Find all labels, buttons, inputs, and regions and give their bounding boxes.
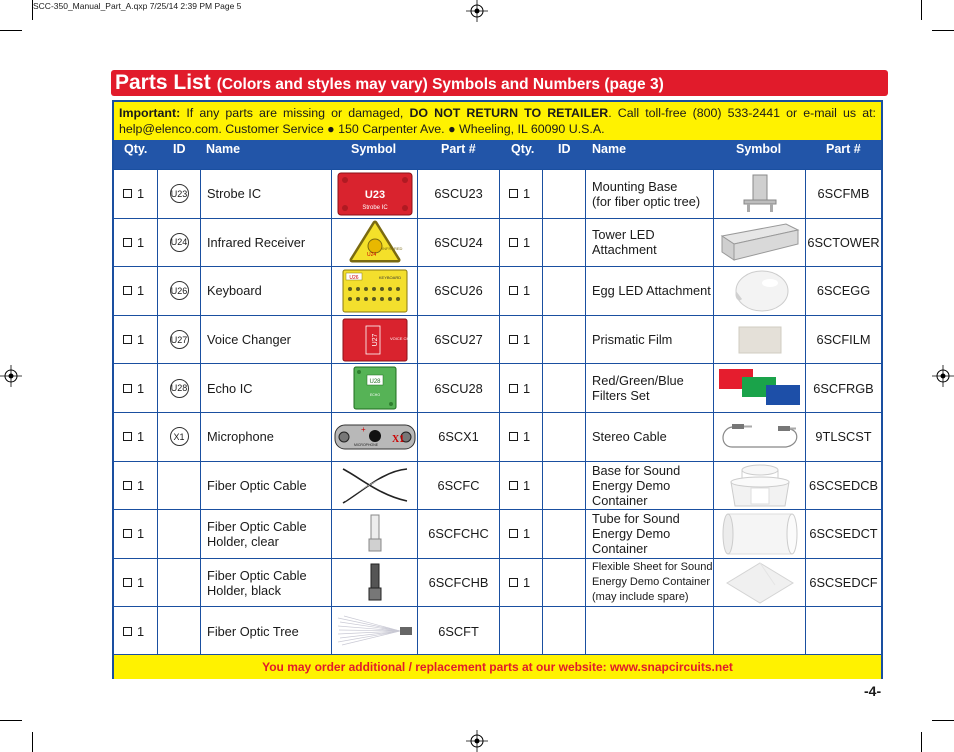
name-cell <box>585 413 713 461</box>
qty-cell <box>499 559 542 607</box>
id-cell <box>157 170 200 218</box>
part-number-cell <box>805 413 881 461</box>
symbol-cell <box>331 364 417 412</box>
qty-cell <box>499 510 542 558</box>
part-name: Fiber Optic Tree <box>207 623 299 639</box>
id-cell <box>542 510 585 558</box>
stereo-symbol-icon <box>718 421 802 453</box>
id-badge: U24 <box>170 233 189 252</box>
checkbox-icon <box>509 335 518 344</box>
part-number-cell <box>417 559 499 607</box>
checkbox-icon <box>509 189 518 198</box>
svg-text:INFRARED: INFRARED <box>381 246 402 252</box>
banner-title: Parts List <box>115 71 211 94</box>
svg-text:+: + <box>360 424 366 434</box>
qty-cell <box>114 510 157 558</box>
checkbox-icon <box>123 481 132 490</box>
part-number: 9TLSCST <box>815 429 872 445</box>
id-badge: U23 <box>170 184 189 203</box>
part-name: Fiber Optic Cable <box>207 477 307 493</box>
part-number-cell <box>417 316 499 364</box>
symbol-cell <box>331 462 417 510</box>
part-number: 6SCU24 <box>434 234 483 250</box>
name-cell <box>585 462 713 510</box>
symbol-cell <box>331 219 417 267</box>
svg-text:MICROPHONE: MICROPHONE <box>353 442 378 447</box>
qty-cell <box>499 607 542 655</box>
qty-value: 1 <box>523 186 531 202</box>
u27-symbol-icon <box>342 318 424 362</box>
part-number: 6SCU23 <box>434 186 483 202</box>
qty-cell <box>499 316 542 364</box>
checkbox-icon <box>509 481 518 490</box>
part-number: 6SCFRGB <box>813 380 874 396</box>
qty-value: 1 <box>137 283 145 299</box>
qty-cell <box>114 316 157 364</box>
qty-cell <box>114 219 157 267</box>
part-number-cell <box>805 316 881 364</box>
symbol-cell <box>713 316 805 364</box>
table-row <box>114 509 881 558</box>
page-number: -4- <box>864 683 882 699</box>
symbol-cell <box>713 219 805 267</box>
svg-text:ECHO: ECHO <box>369 393 380 398</box>
part-number-cell <box>805 364 881 412</box>
part-name: Keyboard <box>207 283 262 299</box>
header-name: Name <box>592 142 627 156</box>
file-slug: SCC-350_Manual_Part_A.qxp 7/25/14 2:39 PM Page 5 <box>33 1 242 11</box>
checkbox-icon <box>509 432 518 441</box>
qty-cell <box>114 607 157 655</box>
name-cell <box>585 607 713 655</box>
qty-value: 1 <box>523 332 531 348</box>
film-symbol-icon <box>738 326 782 354</box>
qty-value: 1 <box>137 526 145 542</box>
part-number-cell <box>417 170 499 218</box>
qty-cell <box>499 413 542 461</box>
checkbox-icon <box>123 578 132 587</box>
id-cell <box>542 559 585 607</box>
important-text-2: . Call toll-free (800) 533-2441 or e-mail us at: help@elenco.com. Customer Service ● 150 Carpenter Ave. ● Wheeling, IL 60090 U.S.A. <box>119 106 876 136</box>
name-cell <box>200 413 331 461</box>
crop-mark <box>932 720 954 721</box>
symbol-cell <box>713 413 805 461</box>
part-number: 6SCFCHB <box>428 575 489 591</box>
symbol-cell <box>331 316 424 364</box>
checkbox-icon <box>123 286 132 295</box>
banner-subtitle: (Colors and styles may vary) Symbols and Numbers (page 3) <box>216 76 664 93</box>
part-number-cell <box>417 607 499 655</box>
tree-symbol-icon <box>336 615 414 647</box>
part-number-cell <box>417 364 499 412</box>
name-cell <box>200 510 331 558</box>
header-qty: Qty. <box>124 142 148 156</box>
header-part: Part # <box>441 142 476 156</box>
part-number-cell <box>805 510 881 558</box>
mount-symbol-icon <box>740 174 780 214</box>
part-number-cell <box>417 219 499 267</box>
qty-value: 1 <box>523 526 531 542</box>
qty-value: 1 <box>137 477 145 493</box>
holder-black-symbol-icon <box>367 563 383 603</box>
qty-value: 1 <box>137 575 145 591</box>
id-cell <box>157 316 200 364</box>
symbol-cell <box>713 364 805 412</box>
symbol-cell <box>331 559 417 607</box>
symbol-cell <box>713 462 805 510</box>
id-cell <box>157 462 200 510</box>
part-name: Tower LED Attachment <box>592 227 657 258</box>
symbol-cell <box>331 170 417 218</box>
part-name: Prismatic Film <box>592 332 673 348</box>
part-number-cell <box>417 462 499 510</box>
sbase-symbol-icon <box>725 462 795 508</box>
part-number: 6SCFC <box>437 477 480 493</box>
qty-value: 1 <box>137 380 145 396</box>
part-number-cell <box>417 413 499 461</box>
order-footer: You may order additional / replacement parts at our website: www.snapcircuits.net <box>114 654 881 679</box>
table-row <box>114 363 881 412</box>
table-row <box>114 606 881 655</box>
qty-cell <box>114 170 157 218</box>
name-cell <box>200 170 331 218</box>
name-cell <box>200 219 331 267</box>
part-name: Flexible Sheet for Sound Energy Demo Container (may include spare) <box>592 561 713 604</box>
stube-symbol-icon <box>722 512 798 556</box>
checkbox-icon <box>509 578 518 587</box>
symbol-cell <box>331 413 417 461</box>
header-id: ID <box>558 142 571 156</box>
id-badge: U28 <box>170 379 189 398</box>
id-cell <box>157 413 200 461</box>
x1-symbol-icon <box>334 423 416 451</box>
checkbox-icon <box>509 384 518 393</box>
name-cell <box>585 510 713 558</box>
part-number: 6SCFCHC <box>428 526 489 542</box>
checkbox-icon <box>123 627 132 636</box>
checkbox-icon <box>509 286 518 295</box>
qty-cell <box>114 413 157 461</box>
registration-mark-icon <box>932 365 954 387</box>
id-cell <box>542 316 585 364</box>
qty-value: 1 <box>523 477 531 493</box>
qty-value: 1 <box>523 234 531 250</box>
table-row <box>114 218 881 267</box>
id-cell <box>157 364 200 412</box>
rgb-symbol-icon <box>718 368 802 408</box>
id-cell <box>542 364 585 412</box>
crop-mark <box>932 30 954 31</box>
qty-cell <box>499 170 542 218</box>
table-row <box>114 266 881 315</box>
symbol-cell <box>331 607 417 655</box>
id-badge: U26 <box>170 281 189 300</box>
svg-text:U28: U28 <box>368 379 381 386</box>
table-row <box>114 315 881 364</box>
u23-symbol-icon <box>337 172 413 216</box>
part-number: 6SCU28 <box>434 380 483 396</box>
part-number: 6SCTOWER <box>807 234 880 250</box>
table-row <box>114 461 881 510</box>
parts-list-banner <box>111 70 888 96</box>
part-name: Egg LED Attachment <box>592 283 711 299</box>
u24-symbol-icon <box>342 220 408 264</box>
part-number-cell <box>805 607 881 655</box>
part-name: Infrared Receiver <box>207 234 306 250</box>
checkbox-icon <box>123 384 132 393</box>
table-row <box>114 558 881 607</box>
symbol-cell <box>331 510 417 558</box>
id-cell <box>157 607 200 655</box>
parts-table <box>112 100 883 679</box>
symbol-cell <box>713 559 805 607</box>
name-cell <box>585 267 713 315</box>
checkbox-icon <box>123 529 132 538</box>
qty-cell <box>114 462 157 510</box>
checkbox-icon <box>123 335 132 344</box>
part-number: 6SCSEDCF <box>809 575 878 591</box>
svg-text:Strobe IC: Strobe IC <box>361 204 388 211</box>
qty-value: 1 <box>523 575 531 591</box>
checkbox-icon <box>509 238 518 247</box>
id-cell <box>542 462 585 510</box>
symbol-cell <box>713 510 805 558</box>
u26-symbol-icon <box>342 269 408 313</box>
id-cell <box>157 267 200 315</box>
checkbox-icon <box>123 238 132 247</box>
part-number: 6SCX1 <box>438 429 479 445</box>
part-number: 6SCFT <box>438 623 479 639</box>
ssheet-symbol-icon <box>725 561 795 605</box>
id-cell <box>542 607 585 655</box>
qty-value: 1 <box>137 186 145 202</box>
header-symbol: Symbol <box>736 142 782 156</box>
part-number-cell <box>805 267 881 315</box>
registration-mark-icon <box>466 0 488 22</box>
crop-mark <box>921 732 922 752</box>
header-name: Name <box>206 142 241 156</box>
part-name: Mounting Base (for fiber optic tree) <box>592 178 701 209</box>
crop-mark <box>0 30 22 31</box>
symbol-cell <box>713 170 805 218</box>
id-cell <box>157 559 200 607</box>
part-number: 6SCSEDCB <box>809 477 878 493</box>
crop-mark <box>921 0 922 20</box>
checkbox-icon <box>509 529 518 538</box>
name-cell <box>200 559 331 607</box>
part-name: Base for Sound Energy Demo Container <box>592 462 681 508</box>
holder-clear-symbol-icon <box>367 514 383 554</box>
part-name: Red/Green/Blue Filters Set <box>592 373 684 404</box>
name-cell <box>585 364 713 412</box>
svg-text:KEYBOARD: KEYBOARD <box>378 274 401 280</box>
svg-text:U23: U23 <box>364 188 385 201</box>
crop-mark <box>32 732 33 752</box>
qty-value: 1 <box>523 380 531 396</box>
qty-cell <box>499 219 542 267</box>
symbol-cell <box>713 607 805 655</box>
qty-value: 1 <box>523 429 531 445</box>
cable-symbol-icon <box>339 465 411 505</box>
part-number-cell <box>417 510 499 558</box>
qty-value: 1 <box>137 623 145 639</box>
name-cell <box>585 219 713 267</box>
id-cell <box>542 413 585 461</box>
part-name: Echo IC <box>207 380 253 396</box>
header-symbol: Symbol <box>351 142 397 156</box>
name-cell <box>585 559 713 607</box>
qty-cell <box>499 267 542 315</box>
part-number: 6SCEGG <box>816 283 871 299</box>
svg-text:X1: X1 <box>391 433 404 445</box>
part-name: Stereo Cable <box>592 429 667 445</box>
svg-text:VOICE CHANGER: VOICE CHANGER <box>389 335 424 341</box>
name-cell <box>200 364 331 412</box>
part-name: Strobe IC <box>207 186 262 202</box>
part-number-cell <box>805 219 881 267</box>
id-badge: U27 <box>170 330 189 349</box>
part-number-cell <box>805 462 881 510</box>
table-row <box>114 169 881 218</box>
part-name: Voice Changer <box>207 332 291 348</box>
symbol-cell <box>713 267 805 315</box>
registration-mark-icon <box>466 730 488 752</box>
id-badge: X1 <box>170 427 189 446</box>
part-number: 6SCSEDCT <box>809 526 878 542</box>
header-qty: Qty. <box>511 142 535 156</box>
id-cell <box>542 219 585 267</box>
qty-cell <box>499 462 542 510</box>
qty-cell <box>114 559 157 607</box>
qty-value: 1 <box>137 429 145 445</box>
qty-value: 1 <box>523 283 531 299</box>
tower-symbol-icon <box>718 222 802 262</box>
header-id: ID <box>173 142 186 156</box>
id-cell <box>157 510 200 558</box>
important-label: Important: <box>119 106 181 120</box>
part-name: Tube for Sound Energy Demo Container <box>592 511 680 557</box>
symbol-cell <box>331 267 417 315</box>
table-row <box>114 412 881 461</box>
header-part: Part # <box>826 142 861 156</box>
part-name: Fiber Optic Cable Holder, clear <box>207 518 307 549</box>
important-text-1: If any parts are missing or damaged, <box>180 106 410 120</box>
part-number: 6SCFMB <box>817 186 870 202</box>
egg-symbol-icon <box>730 269 790 313</box>
part-number: 6SCU27 <box>434 332 483 348</box>
name-cell <box>200 462 331 510</box>
id-cell <box>542 267 585 315</box>
registration-mark-icon <box>0 365 22 387</box>
qty-value: 1 <box>137 332 145 348</box>
name-cell <box>585 170 713 218</box>
id-cell <box>157 219 200 267</box>
checkbox-icon <box>123 432 132 441</box>
table-header <box>114 140 881 169</box>
svg-text:U26: U26 <box>348 274 359 281</box>
qty-cell <box>499 364 542 412</box>
crop-mark <box>0 720 22 721</box>
u28-symbol-icon <box>353 366 397 410</box>
name-cell <box>585 316 713 364</box>
important-notice <box>114 102 881 140</box>
important-bold: DO NOT RETURN TO RETAILER <box>409 106 609 120</box>
part-number-cell <box>805 170 881 218</box>
name-cell <box>200 316 331 364</box>
part-number-cell <box>417 267 499 315</box>
checkbox-icon <box>123 189 132 198</box>
svg-text:U24: U24 <box>366 252 376 259</box>
part-name: Fiber Optic Cable Holder, black <box>207 567 307 598</box>
part-name: Microphone <box>207 429 274 445</box>
part-number: 6SCFILM <box>816 332 871 348</box>
name-cell <box>200 267 331 315</box>
part-number-cell <box>805 559 881 607</box>
id-cell <box>542 170 585 218</box>
qty-value: 1 <box>137 234 145 250</box>
qty-cell <box>114 267 157 315</box>
name-cell <box>200 607 331 655</box>
qty-cell <box>114 364 157 412</box>
part-number: 6SCU26 <box>434 283 483 299</box>
svg-text:U27: U27 <box>371 333 379 347</box>
